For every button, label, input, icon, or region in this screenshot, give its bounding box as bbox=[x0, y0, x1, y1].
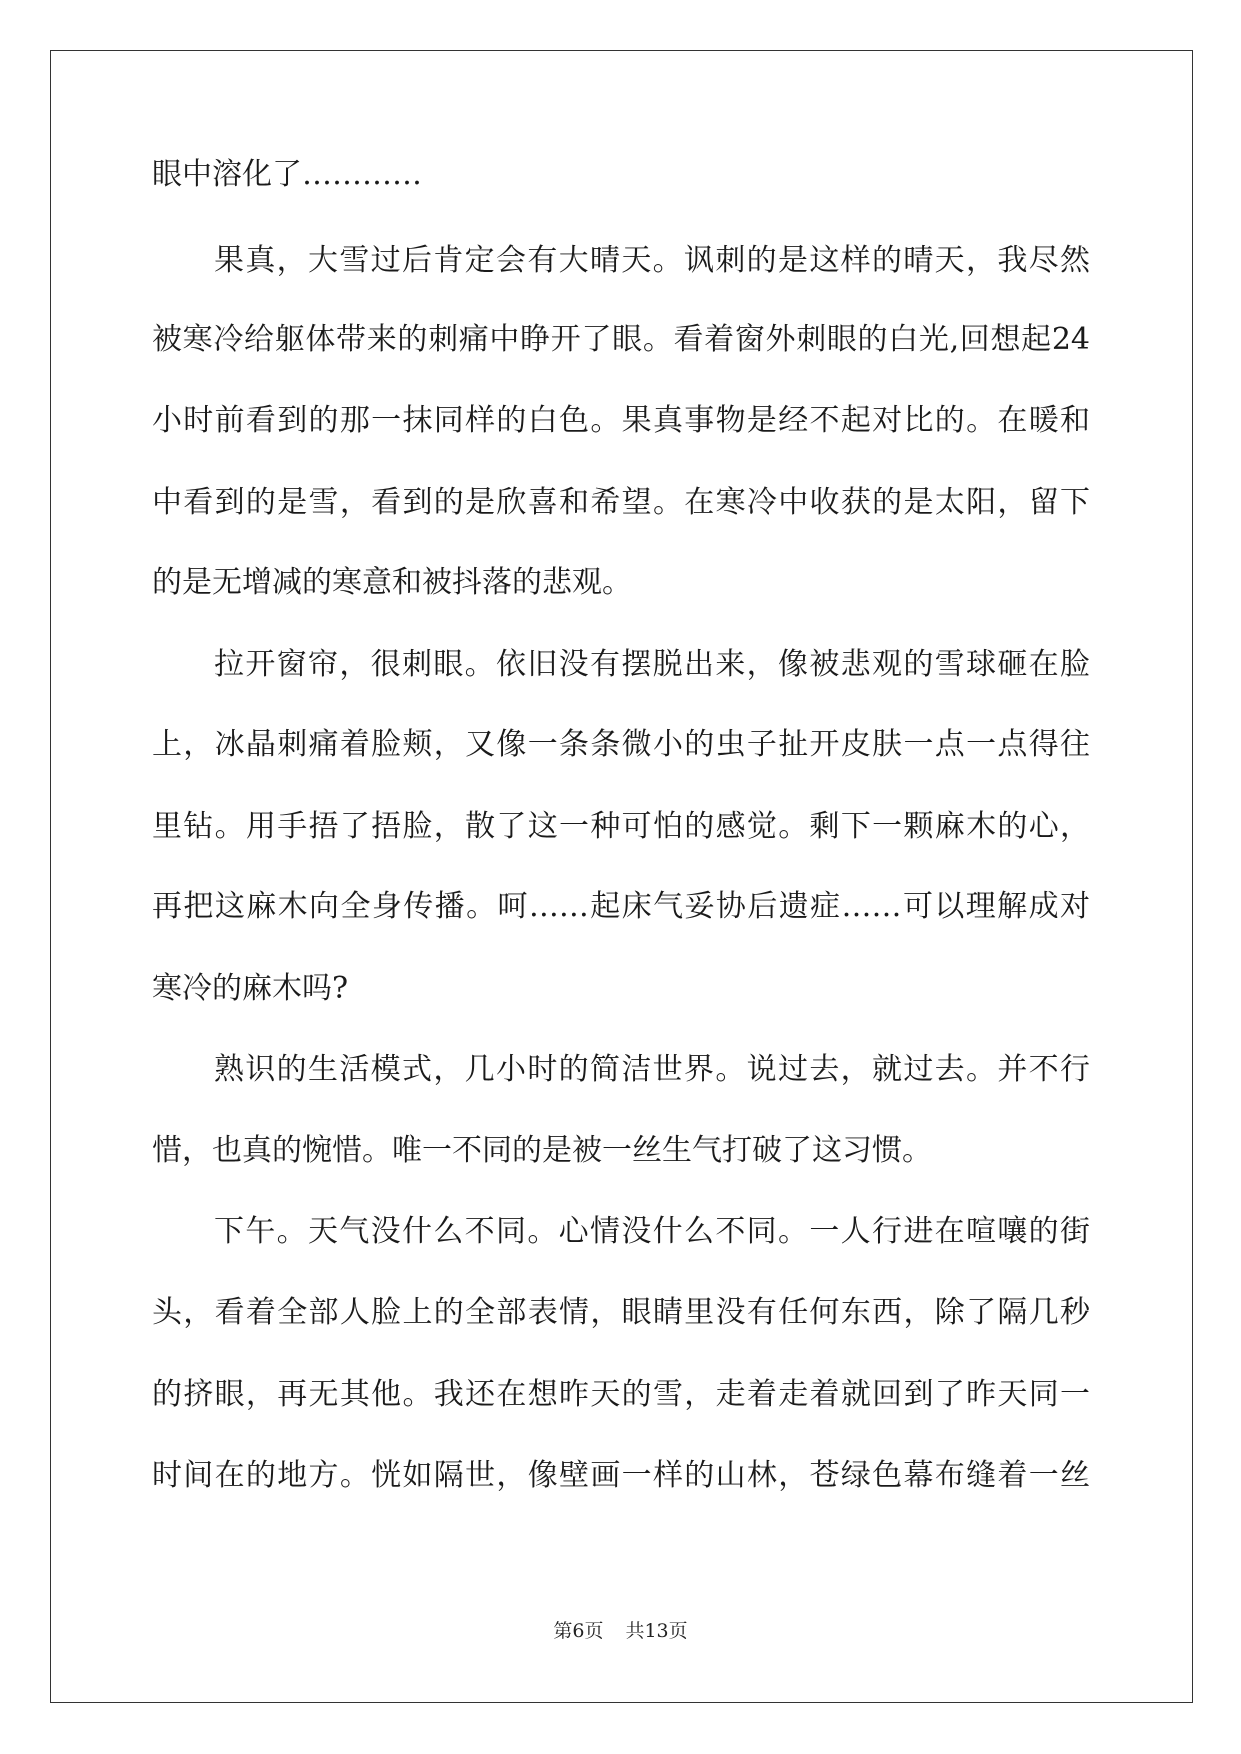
text-line: 惜，也真的惋惜。唯一不同的是被一丝生气打破了这习惯。 bbox=[152, 1133, 932, 1168]
text-line: 再把这麻木向全身传播。呵……起床气妥协后遗症……可以理解成对 bbox=[152, 889, 1090, 924]
text-line: 被寒冷给躯体带来的刺痛中睁开了眼。看着窗外刺眼的白光,回想起24 bbox=[152, 322, 1090, 357]
text-line: 上，冰晶刺痛着脸颊，又像一条条微小的虫子扯开皮肤一点一点得往 bbox=[152, 727, 1090, 762]
text-line: 的挤眼，再无其他。我还在想昨天的雪，走着走着就回到了昨天同一 bbox=[152, 1377, 1090, 1412]
text-line: 时间在的地方。恍如隔世，像壁画一样的山林，苍绿色幕布缝着一丝 bbox=[152, 1458, 1090, 1493]
text-line: 寒冷的麻木吗? bbox=[152, 971, 349, 1006]
text-line: 的是无增减的寒意和被抖落的悲观。 bbox=[152, 565, 632, 600]
text-line: 果真，大雪过后肯定会有大晴天。讽刺的是这样的晴天，我尽然 bbox=[214, 243, 1090, 278]
text-line: 中看到的是雪，看到的是欣喜和希望。在寒冷中收获的是太阳，留下 bbox=[152, 485, 1090, 520]
text-line: 头，看着全部人脸上的全部表情，眼睛里没有任何东西，除了隔几秒 bbox=[152, 1295, 1090, 1330]
text-line: 小时前看到的那一抹同样的白色。果真事物是经不起对比的。在暖和 bbox=[152, 403, 1090, 438]
page-number: 第6页 bbox=[553, 1620, 604, 1642]
text-line: 下午。天气没什么不同。心情没什么不同。一人行进在喧嚷的街 bbox=[214, 1214, 1090, 1249]
text-line: 熟识的生活模式，几小时的简洁世界。说过去，就过去。并不行 bbox=[214, 1052, 1090, 1087]
page-footer bbox=[0, 1616, 1241, 1643]
text-line: 拉开窗帘，很刺眼。依旧没有摆脱出来，像被悲观的雪球砸在脸 bbox=[214, 647, 1090, 682]
text-line: 眼中溶化了………… bbox=[152, 157, 422, 192]
text-line: 里钻。用手捂了捂脸，散了这一种可怕的感觉。剩下一颗麻木的心， bbox=[152, 809, 1090, 844]
page-total: 共13页 bbox=[625, 1620, 688, 1642]
